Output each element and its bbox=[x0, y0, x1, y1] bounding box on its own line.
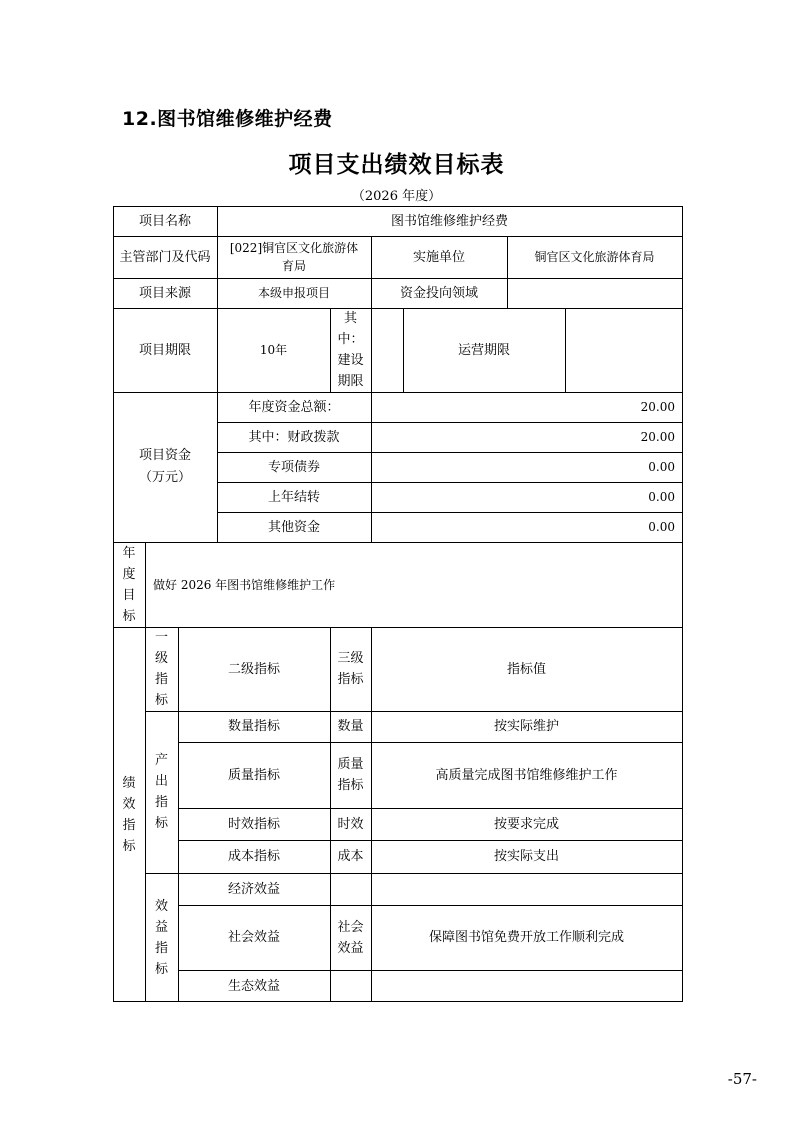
grid-line bbox=[217, 482, 683, 483]
benefit-l3: 社会效益 bbox=[337, 919, 364, 956]
benefit-value: 保障图书馆免费开放工作顺利完成 bbox=[428, 930, 624, 945]
grid-line bbox=[178, 905, 683, 906]
output-value: 高质量完成图书馆维修维护工作 bbox=[435, 767, 618, 783]
source-label: 项目来源 bbox=[138, 285, 191, 301]
value-header: 指标值 bbox=[506, 661, 546, 677]
source-value: 本级申报项目 bbox=[257, 286, 330, 300]
benefit-indicator-label: 效益指标 bbox=[154, 898, 168, 977]
benefit-l3 bbox=[330, 970, 371, 1002]
fund-other-label: 其他资金 bbox=[267, 519, 320, 535]
output-l2: 数量指标 bbox=[227, 719, 280, 734]
project-name-label: 项目名称 bbox=[138, 213, 191, 229]
fund-carryover-label: 上年结转 bbox=[267, 489, 320, 505]
fund-fiscal-label: 其中：财政拨款 bbox=[248, 429, 340, 445]
benefit-value bbox=[371, 970, 682, 1002]
grid-line bbox=[178, 808, 683, 809]
grid-line bbox=[178, 742, 683, 743]
output-l2: 成本指标 bbox=[227, 849, 280, 864]
fund-bond-label: 专项债券 bbox=[267, 459, 320, 475]
grid-line bbox=[507, 236, 508, 308]
benefit-l2: 经济效益 bbox=[227, 881, 280, 897]
grid-line bbox=[113, 236, 683, 237]
section-heading: 12.图书馆维修维护经费 bbox=[122, 108, 333, 130]
fund-field-value bbox=[507, 278, 682, 308]
period-value: 10年 bbox=[259, 343, 288, 357]
table-title: 项目支出绩效目标表 bbox=[288, 152, 505, 178]
grid-line bbox=[145, 711, 683, 712]
grid-line bbox=[217, 512, 683, 513]
output-l3: 数量 bbox=[337, 719, 364, 734]
fund-bond-value: 0.00 bbox=[648, 460, 675, 474]
dept-value: [022]铜官区文化旅游体育局 bbox=[229, 241, 359, 273]
benefit-l3 bbox=[330, 873, 371, 905]
table-border-right bbox=[682, 206, 683, 1002]
output-l3: 时效 bbox=[337, 816, 364, 832]
table-border-top bbox=[113, 206, 683, 207]
grid-line bbox=[113, 308, 683, 309]
output-value: 按要求完成 bbox=[493, 816, 559, 832]
level2-header: 二级指标 bbox=[227, 661, 280, 677]
annual-goal-text: 做好 2026 年图书馆维修维护工作 bbox=[153, 577, 336, 592]
output-value: 按实际支出 bbox=[493, 849, 559, 864]
grid-line bbox=[403, 308, 404, 392]
op-period-value bbox=[565, 308, 682, 392]
benefit-value bbox=[371, 873, 682, 905]
grid-line bbox=[565, 308, 566, 392]
output-l2: 质量指标 bbox=[227, 767, 280, 783]
fund-total-value: 20.00 bbox=[640, 400, 675, 414]
grid-line bbox=[145, 542, 146, 1002]
grid-line bbox=[113, 392, 683, 393]
fund-fiscal-value: 20.00 bbox=[640, 430, 675, 444]
grid-line bbox=[113, 542, 683, 543]
grid-line bbox=[330, 308, 331, 392]
annual-goal-label: 年度目标 bbox=[122, 545, 136, 624]
grid-line bbox=[113, 627, 683, 628]
fund-carryover-value: 0.00 bbox=[648, 490, 675, 504]
grid-line bbox=[371, 392, 372, 542]
funds-label: 项目资金（万元） bbox=[138, 448, 191, 485]
performance-label: 绩效指标 bbox=[122, 775, 136, 854]
build-period-label: 其中：建设期限 bbox=[337, 311, 364, 389]
output-value: 按实际维护 bbox=[493, 719, 559, 734]
grid-line bbox=[371, 627, 372, 1002]
grid-line bbox=[217, 422, 683, 423]
grid-line bbox=[217, 452, 683, 453]
level3-header: 三级指标 bbox=[337, 651, 364, 687]
grid-line bbox=[371, 308, 372, 392]
op-period-label: 运营期限 bbox=[457, 342, 510, 358]
year-label: （2026 年度） bbox=[351, 189, 442, 204]
grid-line bbox=[178, 840, 683, 841]
impl-unit-value: 铜官区文化旅游体育局 bbox=[534, 250, 655, 264]
table-border-left bbox=[113, 206, 114, 1002]
grid-line bbox=[113, 278, 683, 279]
page-number: -57- bbox=[727, 1070, 757, 1088]
fund-field-label: 资金投向领域 bbox=[399, 285, 478, 301]
grid-line bbox=[178, 970, 683, 971]
benefit-l2: 生态效益 bbox=[227, 978, 280, 994]
grid-line bbox=[178, 627, 179, 1002]
output-indicator-label: 产出指标 bbox=[154, 753, 168, 831]
grid-line bbox=[371, 236, 372, 308]
output-l3: 成本 bbox=[337, 849, 364, 864]
level1-header: 一级指标 bbox=[154, 630, 168, 708]
fund-other-value: 0.00 bbox=[648, 520, 675, 534]
benefit-l2: 社会效益 bbox=[227, 930, 280, 945]
dept-label: 主管部门及代码 bbox=[119, 249, 211, 265]
impl-unit-label: 实施单位 bbox=[412, 249, 465, 265]
project-name-value: 图书馆维修维护经费 bbox=[390, 213, 508, 229]
grid-line bbox=[145, 873, 683, 874]
grid-line bbox=[330, 627, 331, 1002]
period-label: 项目期限 bbox=[138, 342, 191, 358]
fund-total-label: 年度资金总额： bbox=[248, 399, 340, 415]
table-border-bottom bbox=[113, 1001, 683, 1002]
output-l2: 时效指标 bbox=[227, 816, 280, 832]
grid-line bbox=[217, 206, 218, 542]
build-period-value bbox=[371, 308, 403, 392]
output-l3: 质量指标 bbox=[337, 757, 364, 793]
